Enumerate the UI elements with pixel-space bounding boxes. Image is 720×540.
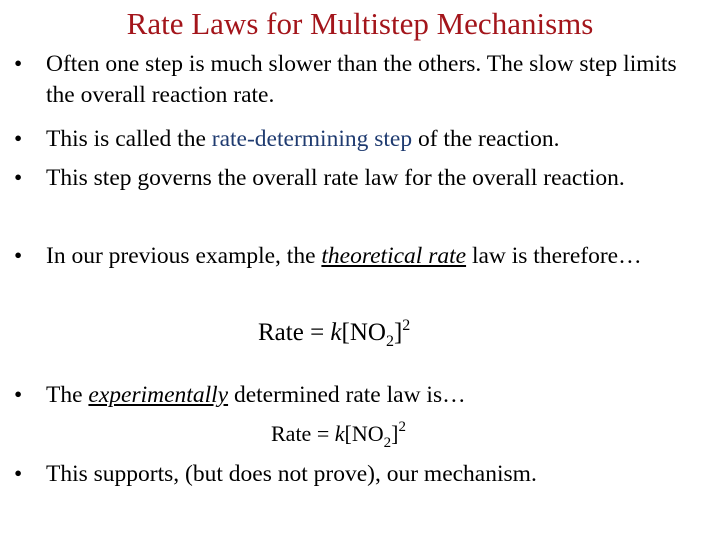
bullet-text: Often one step is much slower than the others. The slow step limits the overall reaction rate. bbox=[46, 51, 677, 108]
text-post: determined rate law is… bbox=[228, 382, 466, 408]
text-pre: This is called the bbox=[46, 126, 212, 152]
bullet-supports bbox=[14, 459, 704, 490]
bullet-experimental bbox=[14, 380, 704, 411]
emphasis-term: experimentally bbox=[88, 382, 229, 408]
bullet-text bbox=[14, 380, 704, 411]
text-post: law is therefore… bbox=[466, 243, 642, 269]
formula-open: [NO bbox=[344, 421, 384, 446]
bullet-marker: • bbox=[14, 382, 23, 408]
formula-sup: 2 bbox=[398, 419, 406, 435]
bullet-governs bbox=[14, 163, 704, 194]
formula-sub: 2 bbox=[385, 333, 394, 350]
formula-lead: Rate = bbox=[258, 319, 331, 346]
emphasis-term: theoretical rate bbox=[321, 243, 467, 269]
bullet-marker: • bbox=[14, 51, 23, 77]
slide-title: Rate Laws for Multistep Mechanisms bbox=[126, 6, 594, 41]
bullet-text: This supports, (but does not prove), our mechanism. bbox=[46, 461, 537, 487]
text-pre: In our previous example, the bbox=[46, 243, 322, 269]
bullet-marker: • bbox=[14, 243, 23, 269]
bullet-text bbox=[14, 124, 704, 155]
formula-k: k bbox=[334, 421, 345, 446]
text-post: of the reaction. bbox=[412, 126, 560, 152]
text-pre: The bbox=[46, 382, 89, 408]
formula-theoretical bbox=[258, 318, 410, 348]
formula-lead: Rate = bbox=[271, 421, 335, 446]
bullet-marker: • bbox=[14, 461, 23, 487]
bullet-theoretical bbox=[14, 241, 704, 272]
formula-sub: 2 bbox=[383, 435, 392, 451]
bullet-slow-step bbox=[14, 49, 704, 111]
highlight-term: rate-determining step bbox=[211, 126, 413, 152]
bullet-marker: • bbox=[14, 126, 23, 152]
bullet-marker: • bbox=[14, 165, 23, 191]
formula-sup: 2 bbox=[402, 317, 411, 334]
bullet-rate-determining bbox=[14, 124, 704, 155]
bullet-text: This step governs the overall rate law for the overall reaction. bbox=[46, 165, 625, 191]
formula-close: ] bbox=[393, 319, 403, 346]
formula-close: ] bbox=[391, 421, 399, 446]
formula-open: [NO bbox=[341, 319, 386, 346]
formula-experimental bbox=[271, 419, 406, 449]
formula-k: k bbox=[330, 319, 342, 346]
bullet-text bbox=[14, 241, 704, 272]
